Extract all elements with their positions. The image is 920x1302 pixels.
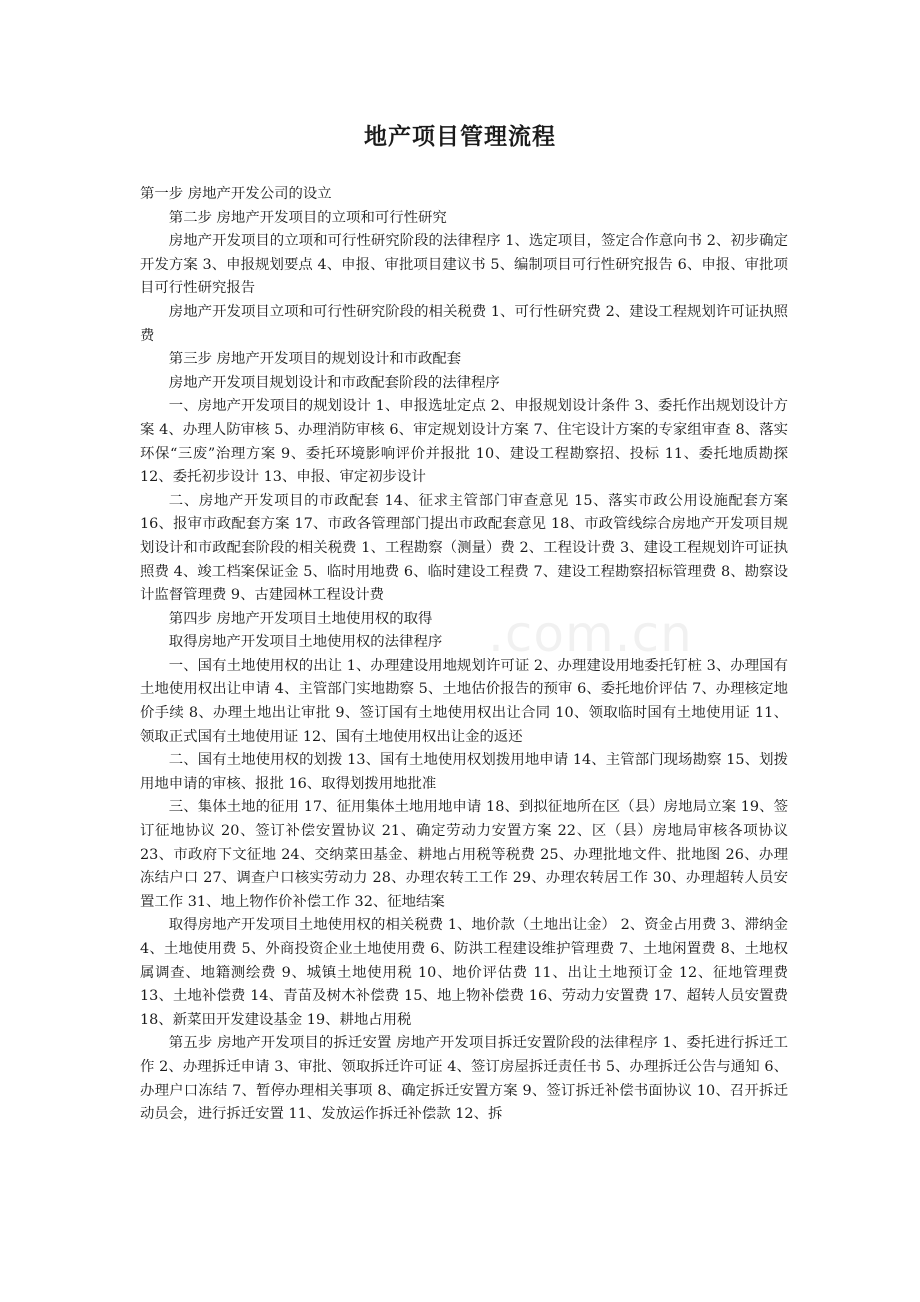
paragraph: 房地产开发项目立项和可行性研究阶段的相关税费 1、可行性研究费 2、建设工程规划许可证执照费 <box>140 303 788 344</box>
watermark: .com.cn <box>488 605 693 663</box>
paragraph: 一、国有土地使用权的出让 1、办理建设用地规划许可证 2、办理建设用地委托钉桩 3、办理国有土地使用权出让申请 4、主管部门实地勘察 5、土地估价报告的预审 6、委托地价评估 7、办理核定地价手续 8、办理土地出让审批 9、签订国有土地使用权出让合同 10、领取临时国有土地使用证 11、领取正式国有土地使用证 12、国有土地使用权出让金的返还 <box>140 657 788 745</box>
paragraph-step-5: 第五步 房地产开发项目的拆迁安置 房地产开发项目拆迁安置阶段的法律程序 1、委托进行拆迁工作 2、办理拆迁申请 3、审批、领取拆迁许可证 4、签订房屋拆迁责任书 5、办理拆迁公告与通知 6、办理户口冻结 7、暂停办理相关事项 8、确定拆迁安置方案 9、签订拆迁补偿书面协议 10、召开拆迁动员会，进行拆迁安置 11、发放运作拆迁补偿款 12、拆 <box>140 1035 788 1123</box>
paragraph-step-3: 第三步 房地产开发项目的规划设计和市政配套 <box>168 351 462 368</box>
paragraph: 房地产开发项目的立项和可行性研究阶段的法律程序 1、选定项目，签定合作意向书 2、初步确定开发方案 3、申报规划要点 4、申报、审批项目建议书 5、编制项目可行性研究报告 6、申报、审批项目可行性研究报告 <box>140 233 788 297</box>
paragraph: 取得房地产开发项目土地使用权的法律程序 <box>168 634 443 651</box>
paragraph: 取得房地产开发项目土地使用权的相关税费 1、地价款（土地出让金） 2、资金占用费 3、滞纳金 4、土地使用费 5、外商投资企业土地使用费 6、防洪工程建设维护管理费 7、土地闲置费 8、土地权属调查、地籍测绘费 9、城镇土地使用税 10、地价评估费 11、出让土地预订金 12、征地管理费 13、土地补偿费 14、青苗及树木补偿费 15、地上物补偿费 16、劳动力安置费 17、超转人员安置费 18、新菜田开发建设基金 19、耕地占用税 <box>140 917 788 1028</box>
paragraph: 一、房地产开发项目的规划设计 1、申报选址定点 2、申报规划设计条件 3、委托作出规划设计方案 4、办理人防审核 5、办理消防审核 6、审定规划设计方案 7、住宅设计方案的专家组审查 8、落实环保“三废”治理方案 9、委托环境影响评价并报批 10、建设工程勘察招、投标 11、委托地质勘探 12、委托初步设计 13、申报、审定初步设计 <box>140 398 788 486</box>
paragraph-step-4: 第四步 房地产开发项目土地使用权的取得 <box>168 610 433 627</box>
paragraph: 房地产开发项目规划设计和市政配套阶段的法律程序 <box>168 374 500 391</box>
paragraph-step-2: 第二步 房地产开发项目的立项和可行性研究 <box>168 209 447 226</box>
document-title: 地产项目管理流程 <box>364 124 556 150</box>
paragraph: 二、国有土地使用权的划拨 13、国有土地使用权划拨用地申请 14、主管部门现场勘察 15、划拨用地申请的审核、报批 16、取得划拨用地批准 <box>140 752 788 792</box>
document-body <box>140 183 788 1127</box>
paragraph-step-1: 第一步 房地产开发公司的设立 <box>140 186 332 202</box>
paragraph: 三、集体土地的征用 17、征用集体土地用地申请 18、到拟征地所在区（县）房地局立案 19、签订征地协议 20、签订补偿安置协议 21、确定劳动力安置方案 22、区（县）房地局审核各项协议 23、市政府下文征地 24、交纳菜田基金、耕地占用税等税费 25、办理批地文件、批地图 26、办理冻结户口 27、调查户口核实劳动力 28、办理农转工工作 29、办理农转居工作 30、办理超转人员安置工作 31、地上物作价补偿工作 32、征地结案 <box>140 799 788 910</box>
paragraph: 二、房地产开发项目的市政配套 14、征求主管部门审查意见 15、落实市政公用设施配套方案 16、报审市政配套方案 17、市政各管理部门提出市政配套意见 18、市政管线综合房地产开发项目规划设计和市政配套阶段的相关税费 1、工程勘察（测量）费 2、工程设计费 3、建设工程规划许可证执照费 4、竣工档案保证金 5、临时用地费 6、临时建设工程费 7、建设工程勘察招标管理费 8、勘察设计监督管理费 9、古建园林工程设计费 <box>140 492 788 604</box>
